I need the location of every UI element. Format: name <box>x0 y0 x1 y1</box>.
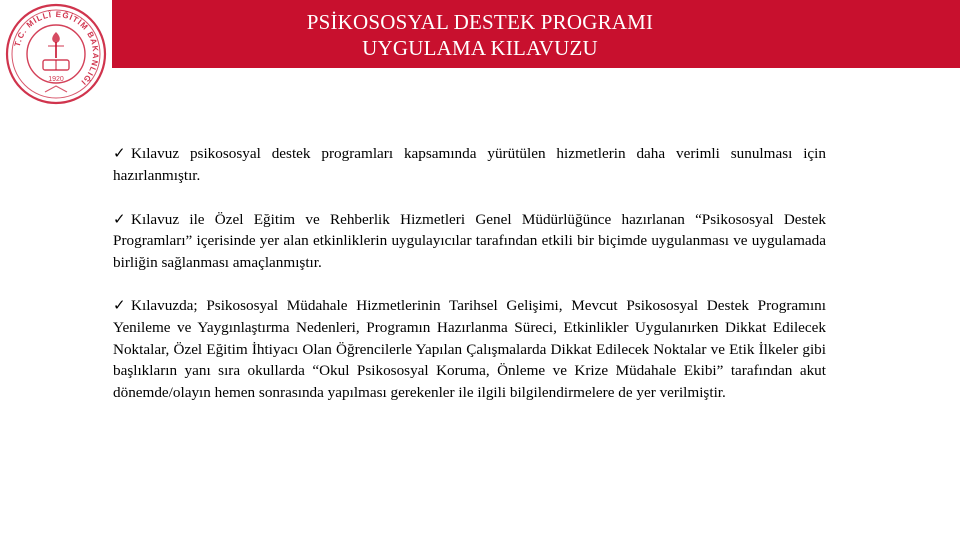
bullet-item <box>113 295 826 404</box>
svg-text:T.C. MİLLÎ EĞİTİM BAKANLIĞI: T.C. MİLLÎ EĞİTİM BAKANLIĞI <box>12 9 101 88</box>
svg-text:1920: 1920 <box>48 76 64 83</box>
check-icon: ✓ <box>113 210 126 228</box>
check-icon: ✓ <box>113 145 126 162</box>
title-banner <box>112 0 960 68</box>
title-line-2: UYGULAMA KILAVUZU <box>362 36 598 60</box>
bullet-text: Kılavuzda; Psikososyal Müdahale Hizmetlerinin Tarihsel Gelişimi, Mevcut Psikososyal Destek Programını Yenileme ve Yaygınlaştırma Nedenleri, Programın Hazırlanma Süreci, Etkinlikler Uygulanırken Dikkat Edilecek Noktalar, Özel Eğitim İhtiyacı Olan Öğrencilerle Yapılan Çalışmalarda Dikkat Edilecek Noktalar ve Etik İlkeler gibi başlıkların yanı sıra okullarda “Okul Psikososyal Koruma, Önleme ve Krize Müdahale Ekibi” tarafından akut dönemde/olayın hemen sonrasında yapılması gerekenler ile ilgili bilgilendirmelere de yer verilmiştir. <box>113 296 826 402</box>
bullet-item <box>113 143 826 187</box>
check-icon: ✓ <box>113 296 126 314</box>
bullet-list <box>113 143 826 426</box>
bullet-text: Kılavuz ile Özel Eğitim ve Rehberlik Hizmetleri Genel Müdürlüğünce hazırlanan “Psikososyal Destek Programları” içerisinde yer alan etkinliklerin uygulayıcılar tarafından etkili bir biçimde uygulanması ve uygulamada birliğin sağlanması amaçlanmıştır. <box>113 210 826 272</box>
title-line-1: PSİKOSOSYAL DESTEK PROGRAMI <box>306 10 654 34</box>
bullet-text: Kılavuz psikososyal destek programları kapsamında yürütülen hizmetlerin daha verimli sunulması için hazırlanmıştır. <box>113 145 826 184</box>
bullet-item <box>113 209 826 274</box>
